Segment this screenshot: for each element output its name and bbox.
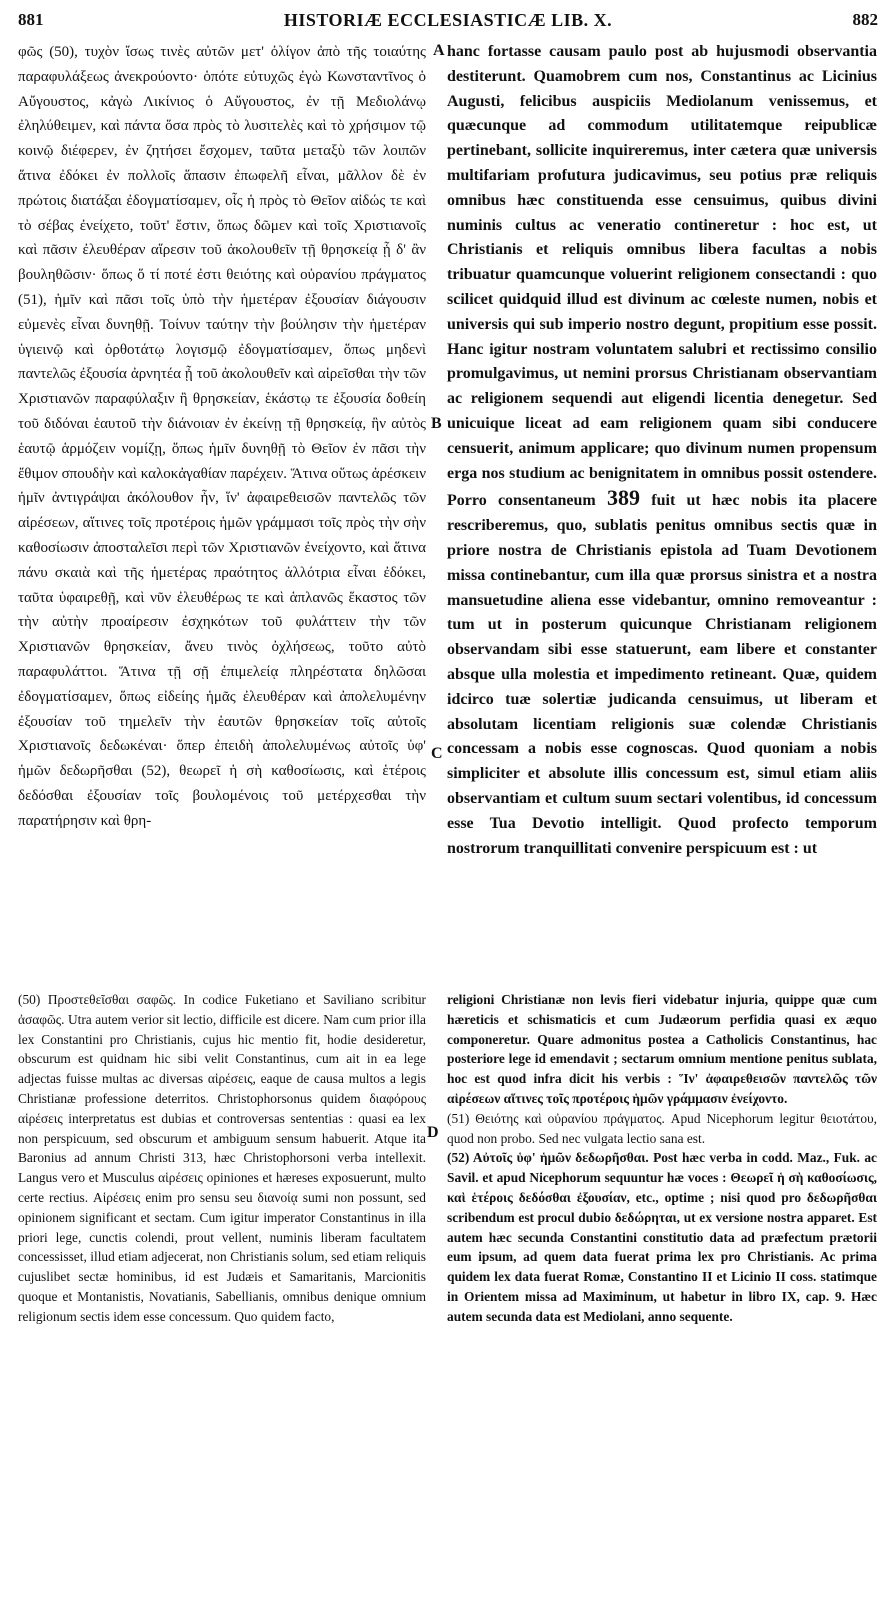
- latin-text-before: hanc fortasse causam paulo post ab hujusmodi observantia destiterunt. Quamobrem cum nos, Constantinus ac Licinius Augusti, felicibus auspiciis Mediolanum venissemus, et quæcunque ad commodum utilitatemque reipublicæ pertinebant, sollicite inquireremus, inter cætera quæ universis multifariam profutura judicavimus, seu potius præ reliquis omnibus hæc constituenda esse censuimus, quibus divini numinis cultus ac veneratio contineretur : hoc est, ut Christianis et reliquis omnibus libera facultas a nobis tribuatur quamcunque voluerint religionem consectandi : quo scilicet quidquid illud est divinum ac cœleste numen, nobis et universis qui sub imperio nostro degunt, propitium esse possit. Hanc igitur nostram voluntatem salubri et rectissimo consilio promulgavimus, ut nemini prorsus Christianam observantiam ac religionem sequendi aut eligendi licentia denegetur. Sed unicuique liceat ad eam religionem quam sibi conducere censuerit, animum applicare; quo divinum numen propensum erga nos studium ac benignitatem in omnibus possit ostendere. Porro consentaneum: [447, 43, 877, 510]
- page-number-left: 881: [18, 10, 44, 29]
- margin-marker-a: A: [433, 42, 445, 59]
- footnote-52: (52) Αὐτοῖς ὑφ' ἡμῶν δεδωρῆσθαι. Post hæc verba in codd. Maz., Fuk. ac Savil. et apud Nicephorum sequuntur hæ voces : Θεωρεῖ ἡ σὴ καθοσίωσις, καὶ ἑτέροις δεδόσθαι ἐξουσίαν, etc., optime ; nisi quod pro δεδωρῆσθαι scribendum est procul dubio δεδώρηται, ut ex versione nostra apparet. Est autem hæc secunda Constantini constitutio data ad præfectum prætorii eum ipsum, ad quem data fuerat prima lex pro Christianis. Ac prima quidem lex data fuerat Romæ, Constantino II et Licinio II coss. statimque in Orientem missa ad Maximinum, ut habetur in libro IX, cap. 9. Hæc autem secunda data est Mediolani, anno sequente.: [447, 1150, 877, 1324]
- footnote-50-continued: religioni Christianæ non levis fieri videbatur injuria, quippe quæ cum hæreticis et schismaticis et cum Judæorum perfidia quasi ex æquo componeretur. Quare admonitus postea a Catholicis Constantinus, hac posteriore lege id emendavit ; sectarum omnium mentione penitus sublata, hoc est quod infra dicit his verbis : Ἵν' ἀφαιρεθεισῶν παντελῶς τῶν αἱρέσεων αἵτινες τοῖς προτέροις ἡμῶν γράμμασιν ἐνείχοντο.: [447, 992, 877, 1106]
- margin-marker-c: C: [431, 745, 443, 762]
- latin-text-after: fuit ut hæc nobis ita placere rescriberemus, quo, sublatis penitus omnibus sectis quæ in priore nostra de Christianis epistola ad Tuam Devotionem missa continebantur, cum illa quæ prorsus sinistra et a nostra mansuetudine aliena esse videbantur, omnino removeantur : tum ut in posterum quicunque Christianam religionem observandam sibi esse statuerunt, eam libere et constanter absque ulla molestia et impedimento retineant. Quæ, quidem idcirco tuæ solertiæ judicanda censuimus, ut liberam et absolutam licentiam religionis suæ colendæ Christianis concessam a nobis esse cognoscas. Quod quoniam a nobis simpliciter et absolute illis concessum est, simul etiam aliis observantiam et cultum suum sectari volentibus, id concessum esse Tua Devotio intelligit. Quod profecto temporum nostrorum tranquillitati convenire perspicuum est : ut: [447, 492, 878, 857]
- margin-marker-d: D: [427, 1124, 439, 1141]
- inline-page-number: 389: [607, 485, 640, 511]
- footnote-51: (51) Θειότης καὶ οὐρανίου πράγματος. Apud Nicephorum legitur θειοτάτου, quod non probo. Sed nec vulgata lectio sana est.: [447, 1110, 877, 1146]
- footnotes-right-column: [447, 990, 877, 1327]
- latin-text-column: [447, 40, 877, 861]
- footnote-50: (50) Προστεθεῖσθαι σαφῶς. In codice Fuketiano et Saviliano scribitur ἀσαφῶς. Utra autem verior sit lectio, difficile est dicere. Nam cum prior illa lex Constantini pro Christianis, cujus hic mentio fit, hodie desideretur, obscurum est quidnam hic sibi velit Constantinus, cum ait in ea lege adjectas fuisse multas ac diversas αἱρέσεις, eaque de causa multos a legis Christianæ professione deterritos. Christophorsonus quidem διαφόρους αἱρέσεις interpretatus est dubias et controversas sententias : quasi ea lex non perspicuum, sed obscurum et ambiguum sensum habuerit. Atque ita Baronius ad annum Christi 313, hæc Christophorsoni verba intellexit. Langus vero et Musculus αἱρέσεις opiniones et hæreses exposuerunt, multo certe rectius. Αἱρέσεις enim pro sensu seu διανοίᾳ sumi non possunt, sed opinionem significant et sectam. Cum igitur imperator Constantinus in illa priori lege, cunctis colendi, prout vellent, numinis liberam facultatem concessisset, illud etiam adjecerat, non Christianis solum, sed etiam reliquis cujuslibet sectæ hominibus, id est Judæis et Samaritanis, Marcionitis quoque et Montanistis, Novatianis, Sabellianis, omnibus denique omnium religionum sectis idem esse concessum. Quo quidem facto,: [18, 992, 426, 1324]
- page-number-right: 882: [852, 10, 878, 29]
- margin-marker-b: B: [431, 415, 442, 432]
- running-header: [18, 10, 878, 36]
- greek-text-column: φῶς (50), τυχὸν ἴσως τινὲς αὐτῶν μετ' ὀλίγον ἀπὸ τῆς τοιαύτης παραφυλάξεως ἀνεκρούοντο· ὁπότε εὐτυχῶς ἐγὼ Κωνσταντῖνος ὁ Αὔγουστος, κἀγὼ Λικίνιος ὁ Αὔγουστος, ἐν τῇ Μεδιολάνῳ ἐληλύθειμεν, καὶ πάντα ὅσα πρὸς τὸ λυσιτελὲς καὶ τὸ χρήσιμον τῷ κοινῷ διέφερεν, ἐν ζητήσει ἔσχομεν, ταῦτα μεταξὺ τῶν λοιπῶν ἅτινα ἐδόκει ἐν πολλοῖς ἅπασιν ἐπωφελῆ εἶναι, μᾶλλον δὲ ἐν πρώτοις διατάξαι ἐδογματίσαμεν, οἷς ἡ πρὸς τὸ Θεῖον αἰδώς τε καὶ τὸ σέβας ἐνείχετο, τοῦτ' ἔστιν, ὅπως δῶμεν καὶ τοῖς Χριστιανοῖς καὶ πᾶσιν ἐλευθέραν αἵρεσιν τοῦ ἀκολουθεῖν τῇ θρησκείᾳ ᾗ δ' ἂν βουληθῶσιν· ὅπως ὅ τί ποτέ ἐστι θειότης καὶ οὐρανίου πράγματος (51), ἡμῖν καὶ πᾶσι τοῖς ὑπὸ τὴν ἡμετέραν ἐξουσίαν διάγουσιν εὐμενὲς εἶναι δυνηθῇ. Τοίνυν ταύτην τὴν βούλησιν τὴν ἡμετέραν ὑγιεινῷ καὶ ὀρθοτάτῳ λογισμῷ ἐδογματίσαμεν, ὅπως μηδενὶ παντελῶς ἐξουσία ἀρνητέα ᾖ τοῦ ἀκολουθεῖν καὶ αἱρεῖσθαι τὴν τῶν Χριστιανῶν παραφύλαξιν ἢ θρησκείαν, ἑκάστῳ τε ἐξουσία δοθείη τοῦ διδόναι ἑαυτοῦ τὴν διάνοιαν ἐν ἐκείνῃ τῇ θρησκείᾳ, ἣν αὐτὸς ἑαυτῷ ἁρμόζειν νομίζῃ, ὅπως ἡμῖν δυνηθῇ τὸ Θεῖον ἐν πᾶσι τὴν ἔθιμον σπουδὴν καὶ καλοκἀγαθίαν παρέχειν. Ἅτινα οὕτως ἀρέσκειν ἡμῖν ἀντιγράψαι ἀκόλουθον ἦν, ἵν' ἀφαιρεθεισῶν παντελῶς τῶν αἱρέσεων, αἵτινες τοῖς προτέροις ἡμῶν γράμμασι τοῖς πρὸς τὴν σὴν καθοσίωσιν ἀποσταλεῖσι περὶ τῶν Χριστιανῶν ἐνείχοντο, καὶ ἅτινα πάνυ σκαιὰ καὶ τῆς ἡμετέρας πραότητος ἀλλότρια εἶναι ἐδόκει, ταῦτα ὑφαιρεθῇ, καὶ νῦν ἐλευθέρως τε καὶ ἁπλανῶς ἕκαστος τῶν τὴν αὐτὴν προαίρεσιν ἐσχηκότων τοῦ φυλάττειν τὴν τῶν Χριστιανῶν θρησκείαν, ἄνευ τινὸς ὀχλήσεως, τοῦτο αὐτὸ παραφυλάττοι. Ἅτινα τῇ σῇ ἐπιμελείᾳ πληρέστατα δηλῶσαι ἐδογματίσαμεν, ὅπως εἰδείης ἡμᾶς ἐλευθέραν καὶ ἀπολελυμένην ἐξουσίαν τοῦ τημελεῖν τὴν ἑαυτῶν θρησκείαν τοῖς αὐτοῖς Χριστιανοῖς δεδωκέναι· ὅπερ ἐπειδὴ ἀπολελυμένως αὐτοῖς ὑφ' ἡμῶν δεδωρῆσθαι (52), θεωρεῖ ἡ σὴ καθοσίωσις, καὶ ἑτέροις δεδόσθαι ἐξουσίαν τοῖς βουλομένοις τοῦ μετέρχεσθαι τὴν παρατήρησιν καὶ θρη-: [18, 44, 427, 829]
- running-title: HISTORIÆ ECCLESIASTICÆ LIB. X.: [283, 10, 613, 30]
